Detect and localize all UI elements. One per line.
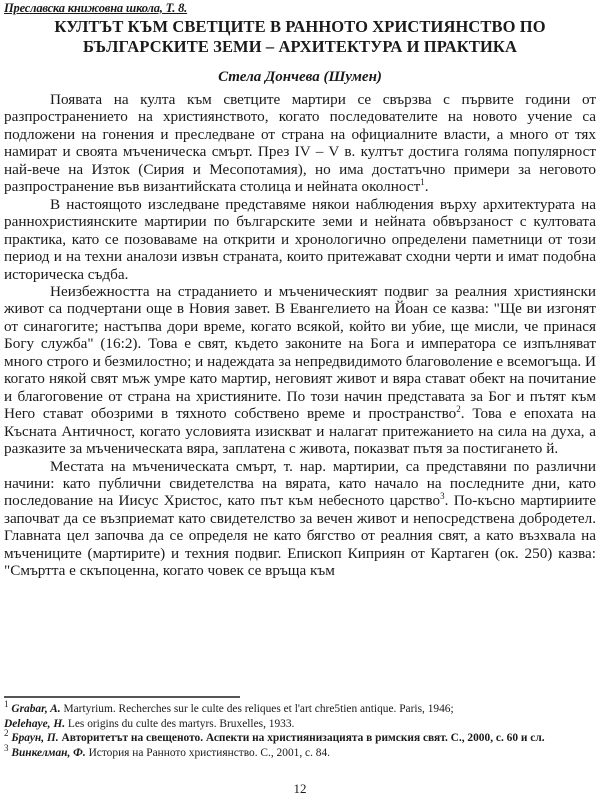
footnote-author: Delehaye, H. xyxy=(4,717,66,730)
footnote-author: Браун, П. xyxy=(11,732,59,745)
footnote-text: История на Ранното християнство. С., 2001, с. 84. xyxy=(85,746,331,759)
article-body xyxy=(4,91,596,580)
footnote xyxy=(4,699,598,731)
footnote-text: Les origins du culte des martyrs. Bruxelles, 1933. xyxy=(65,717,295,730)
footnote xyxy=(4,728,598,746)
footnote-number: 2 xyxy=(4,728,9,739)
running-header: Преславска книжовна школа, Т. 8. xyxy=(4,1,188,15)
footnote-text: Martyrium. Recherches sur le culte des reliques et l'art chre5tien antique. Paris, 1946; xyxy=(60,703,454,715)
paragraph-text: Неизбежността на страданието и мъченическият подвиг за реалния християнски живот са подчертани още в Новия завет. В Евангелието на Йоан се казва: "Ще ви изгонят от синагогите; настъпва дори време, когато всякой, който ви убие, ще мисли, че принася Богу служба" (16:2). Това е свят, където законите на Бога и императора се изпълняват много строго и безмилостно; и надеждата за непредвидимото благоволение е всемогъща. И когато някой свят мъж умре като мартир, неговият живот и вяра стават обект на почитание и благоговение от страна на християните. По този начин представата за Бог и пътят към Него стават обозрими в тяхното собствено време и пространство xyxy=(4,282,596,423)
paragraph-text: Появата на култа към светците мартири се свързва с първите години от разпространението на християнството, когато последователите на новото учение са подложени на гонения и преследване от страна на официалните власти, а много от тях намират и своята мъченическа смърт. През IV – V в. култът достига голяма популярност най-вече на Изток (Сирия и Месопотамия), но има достатъчно примери за неговото разпространение във византийската столица и нейната околност xyxy=(4,91,596,196)
article-title-line-1: КУЛТЪТ КЪМ СВЕТЦИТЕ В РАННОТО ХРИСТИЯНСТВО ПО xyxy=(54,17,546,36)
footnote-number: 3 xyxy=(4,742,9,753)
footnote-author: Grabar, A. xyxy=(11,703,61,715)
paragraph xyxy=(4,91,596,196)
footnote-ref[interactable]: 1 xyxy=(420,177,425,188)
footnote xyxy=(4,742,598,761)
article-title-line-2: БЪЛГАРСКИТЕ ЗЕМИ – АРХИТЕКТУРА И ПРАКТИКА xyxy=(83,37,517,56)
article-title xyxy=(0,17,600,57)
paragraph xyxy=(4,283,596,458)
footnote-ref[interactable]: 2 xyxy=(456,404,461,415)
paragraph xyxy=(4,196,596,283)
footnote-ref[interactable]: 3 xyxy=(440,491,445,502)
article-author: Стела Дончева (Шумен) xyxy=(218,69,382,85)
paragraph-text: Местата на мъченическата смърт, т. нар. мартирии, са представяни по различни начини: като публични свидетелства на вярата, като начало на последните дни, като последование на Иисус Христос, като път към небесното царство xyxy=(4,457,596,510)
footnote-number: 1 xyxy=(4,699,9,710)
paragraph-text: . По-късно мартириите започват да се възприемат като свидетелство за вечен живот и непосредствена добродетел. Главната цел започва да се определя не като бягство от реалния свят, а като възхвала на мъчениците (мартирите) и техния подвиг. Епископ Киприян от Картаген (ок. 250) казва: "Смъртта е скъпоценна, когато човек се връща към xyxy=(4,492,596,580)
footnote-divider xyxy=(4,696,240,698)
footnotes xyxy=(4,699,598,760)
footnote-text: Авторитетът на свещеното. Аспекти на християнизацията в римския свят. С., 2000, с. 60 и сл. xyxy=(58,732,545,745)
page-number: 12 xyxy=(293,781,307,796)
paragraph-text: В настоящото изследване представяме някои наблюдения върху архитектурата на раннохристиянските мартирии по българските земи и нейната обвързаност с култовата практика, като се позоваваме на открити и хронологично определени паметници от този период и на техни аналози извън страната, които притежават сходни черти и имат подобна историческа съдба. xyxy=(4,195,596,283)
paragraph-text: . xyxy=(424,178,429,196)
paragraph xyxy=(4,458,596,580)
footnote-author: Винкелман, Ф. xyxy=(11,746,86,759)
paragraph-text: . Това е епохата на Късната Античност, когато условията изискват и налагат притежанието на сила на духа, а разказите за мъченическата вяра, заплатена с живота, показват пътя за постигането й. xyxy=(4,405,596,458)
